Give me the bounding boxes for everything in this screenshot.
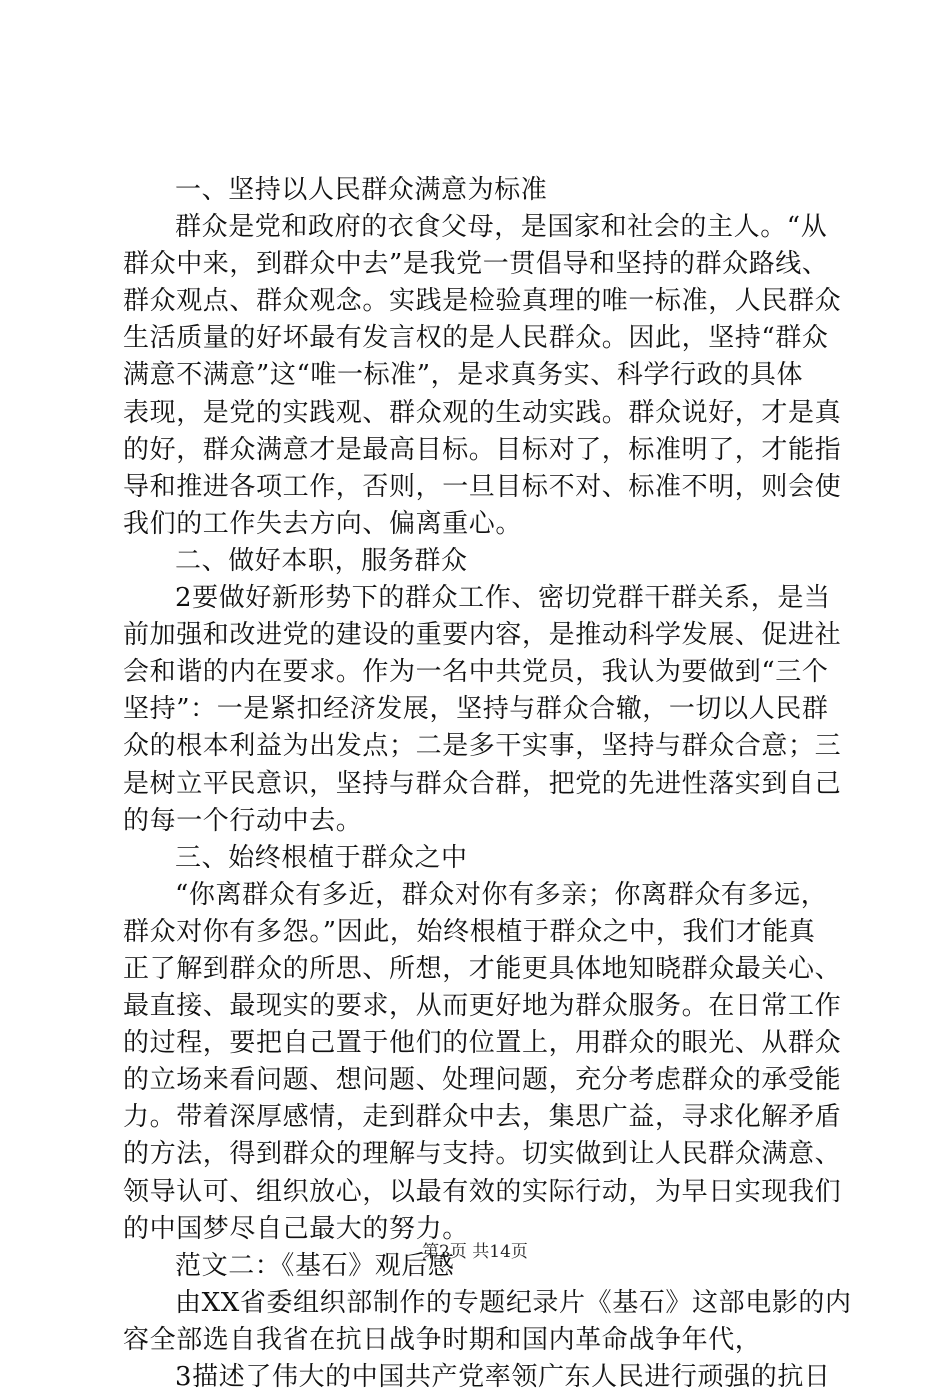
text-line: 会和谐的内在要求。作为一名中共党员，我认为要做到“三个 [123, 657, 829, 688]
text-line: 的立场来看问题、想问题、处理问题，充分考虑群众的承受能 [123, 1065, 842, 1096]
text-line: 范文二：《基石》观后感 [175, 1250, 455, 1281]
text-line: 满意不满意”这“唯一标准”，是求真务实、科学行政的具体 [123, 360, 804, 391]
text-line: 一、坚持以人民群众满意为标准 [175, 175, 548, 205]
text-line: 的好，群众满意才是最高目标。目标对了，标准明了，才能指 [123, 434, 842, 465]
text-line: 三、始终根植于群众之中 [175, 842, 468, 873]
text-line: 群众对你有多怨。”因此，始终根植于群众之中，我们才能真 [123, 916, 816, 947]
text-line: 的中国梦尽自己最大的努力。 [123, 1213, 469, 1244]
text-line: 力。带着深厚感情，走到群众中去，集思广益，寻求化解矛盾 [123, 1102, 842, 1133]
text-line: 领导认可、组织放心，以最有效的实际行动，为早日实现我们 [123, 1176, 842, 1207]
text-line: 的每一个行动中去。 [123, 805, 363, 836]
text-line: 容全部选自我省在抗日战争时期和国内革命战争年代， [123, 1324, 762, 1355]
text-line: 3描述了伟大的中国共产党率领广东人民进行顽强的抗日 [175, 1362, 831, 1392]
text-line: 我们的工作失去方向、偏离重心。 [123, 508, 523, 539]
text-line: 群众观点、群众观念。实践是检验真理的唯一标准，人民群众 [123, 286, 842, 317]
text-line: 二、做好本职，服务群众 [175, 545, 468, 576]
text-line: 坚持”：一是紧扣经济发展，坚持与群众合辙，一切以人民群 [123, 694, 829, 725]
text-line: 生活质量的好坏最有发言权的是人民群众。因此，坚持“群众 [123, 323, 829, 354]
text-line: 的过程，要把自己置于他们的位置上，用群众的眼光、从群众 [123, 1028, 842, 1059]
text-line: 2要做好新形势下的群众工作、密切党群干群关系，是当 [175, 583, 831, 614]
text-line: 是树立平民意识，坚持与群众合群，把党的先进性落实到自己 [123, 768, 842, 799]
text-line: 正了解到群众的所思、所想，才能更具体地知晓群众最关心、 [123, 953, 842, 984]
text-line: 群众中来，到群众中去”是我党一贯倡导和坚持的群众路线、 [123, 249, 829, 280]
text-line: 前加强和改进党的建设的重要内容，是推动科学发展、促进社 [123, 620, 842, 651]
text-line: 由XX省委组织部制作的专题纪录片《基石》这部电影的内 [175, 1287, 852, 1318]
page-footer: 第2页 共14页 [422, 1242, 528, 1262]
text-line: 众的根本利益为出发点；二是多干实事，坚持与群众合意；三 [123, 731, 842, 762]
text-line: 群众是党和政府的衣食父母，是国家和社会的主人。“从 [175, 212, 828, 243]
text-line: 导和推进各项工作，否则，一旦目标不对、标准不明，则会使 [123, 471, 842, 502]
text-line: “你离群众有多近，群众对你有多亲；你离群众有多远， [175, 879, 828, 910]
text-line: 的方法，得到群众的理解与支持。切实做到让人民群众满意、 [123, 1139, 842, 1170]
document-body [123, 172, 852, 1396]
text-line: 表现，是党的实践观、群众观的生动实践。群众说好，才是真 [123, 397, 842, 428]
text-line: 最直接、最现实的要求，从而更好地为群众服务。在日常工作 [123, 991, 842, 1022]
